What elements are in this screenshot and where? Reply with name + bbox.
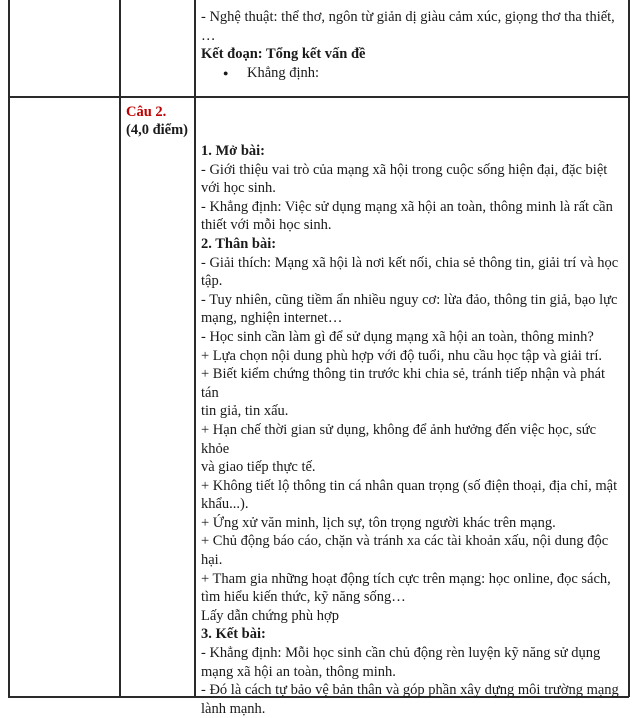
body-line: tìm hiểu kiến thức, kỹ năng sống…: [201, 589, 406, 606]
body-line: + Ứng xử văn minh, lịch sự, tôn trọng người khác trên mạng.: [201, 514, 556, 531]
table-right-border: [628, 0, 630, 697]
ellipsis-line: …: [201, 27, 216, 44]
body-line: + Tham gia những hoạt động tích cực trên mạng: học online, đọc sách,: [201, 570, 611, 587]
body-line: - Tuy nhiên, cũng tiềm ẩn nhiều nguy cơ: lừa đảo, thông tin giả, bạo lực: [201, 291, 618, 308]
body-line: + Chủ động báo cáo, chặn và tránh xa các tài khoản xấu, nội dung độc: [201, 533, 609, 550]
body-line: + Hạn chế thời gian sử dụng, không để ảnh hưởng đến việc học, sức khỏe: [201, 421, 597, 457]
conclusion-heading: 3. Kết bài:: [201, 626, 266, 643]
body-heading: 2. Thân bài:: [201, 235, 277, 252]
conclusion-line: - Đó là cách tự bảo vệ bản thân và góp phần xây dựng môi trường mạng: [201, 682, 619, 699]
intro-heading: 1. Mở bài:: [201, 143, 266, 159]
body-line: Lấy dẫn chứng phù hợp: [201, 607, 339, 624]
body-line: khẩu...).: [201, 496, 249, 513]
table-left-border: [8, 0, 10, 697]
closing-heading: Kết đoạn: Tổng kết vấn đề: [201, 46, 366, 63]
body-line: + Biết kiểm chứng thông tin trước khi chia sẻ, tránh tiếp nhận và phát tán: [201, 366, 606, 401]
body-line: - Học sinh cần làm gì để sử dụng mạng xã hội an toàn, thông minh?: [201, 328, 594, 345]
intro-line: - Giới thiệu vai trò của mạng xã hội trong cuộc sống hiện đại, đặc biệt: [201, 161, 608, 178]
body-line: - Giải thích: Mạng xã hội là nơi kết nối, chia sẻ thông tin, giải trí và học: [201, 254, 619, 271]
body-line: và giao tiếp thực tế.: [201, 459, 316, 476]
intro-line: - Khẳng định: Việc sử dụng mạng xã hội an toàn, thông minh là rất cần: [201, 198, 613, 215]
answer-section: [201, 142, 621, 718]
question-label: Câu 2.: [126, 104, 167, 120]
intro-line: thiết với mỗi học sinh.: [201, 217, 332, 234]
body-line: tập.: [201, 273, 223, 290]
art-line: - Nghệ thuật: thể thơ, ngôn từ giản dị giàu cảm xúc, giọng thơ tha thiết,: [201, 9, 615, 25]
affirm-bullet: [201, 64, 621, 83]
question-cell: [126, 103, 188, 139]
body-line: hại.: [201, 552, 223, 569]
table-row-divider: [8, 96, 629, 98]
affirm-bullet-text: Khẳng định:: [247, 64, 320, 81]
conclusion-line: - Khẳng định: Mỗi học sinh cần chủ động rèn luyện kỹ năng sử dụng: [201, 645, 601, 662]
table-col-divider-1: [119, 0, 121, 697]
conclusion-line: mạng xã hội an toàn, thông minh.: [201, 663, 396, 680]
question-points: (4,0 điểm): [126, 122, 189, 138]
body-line: mạng, nghiện internet…: [201, 310, 343, 327]
body-line: + Lựa chọn nội dung phù hợp với độ tuổi, nhu cầu học tập và giải trí.: [201, 347, 603, 364]
body-line: tin giả, tin xấu.: [201, 403, 289, 420]
intro-line: với học sinh.: [201, 180, 276, 197]
body-line: + Không tiết lộ thông tin cá nhân quan trọng (số điện thoại, địa chỉ, mật: [201, 477, 618, 494]
conclusion-line: lành mạnh.: [201, 700, 266, 717]
table-col-divider-2: [194, 0, 196, 697]
top-section: [201, 8, 621, 82]
